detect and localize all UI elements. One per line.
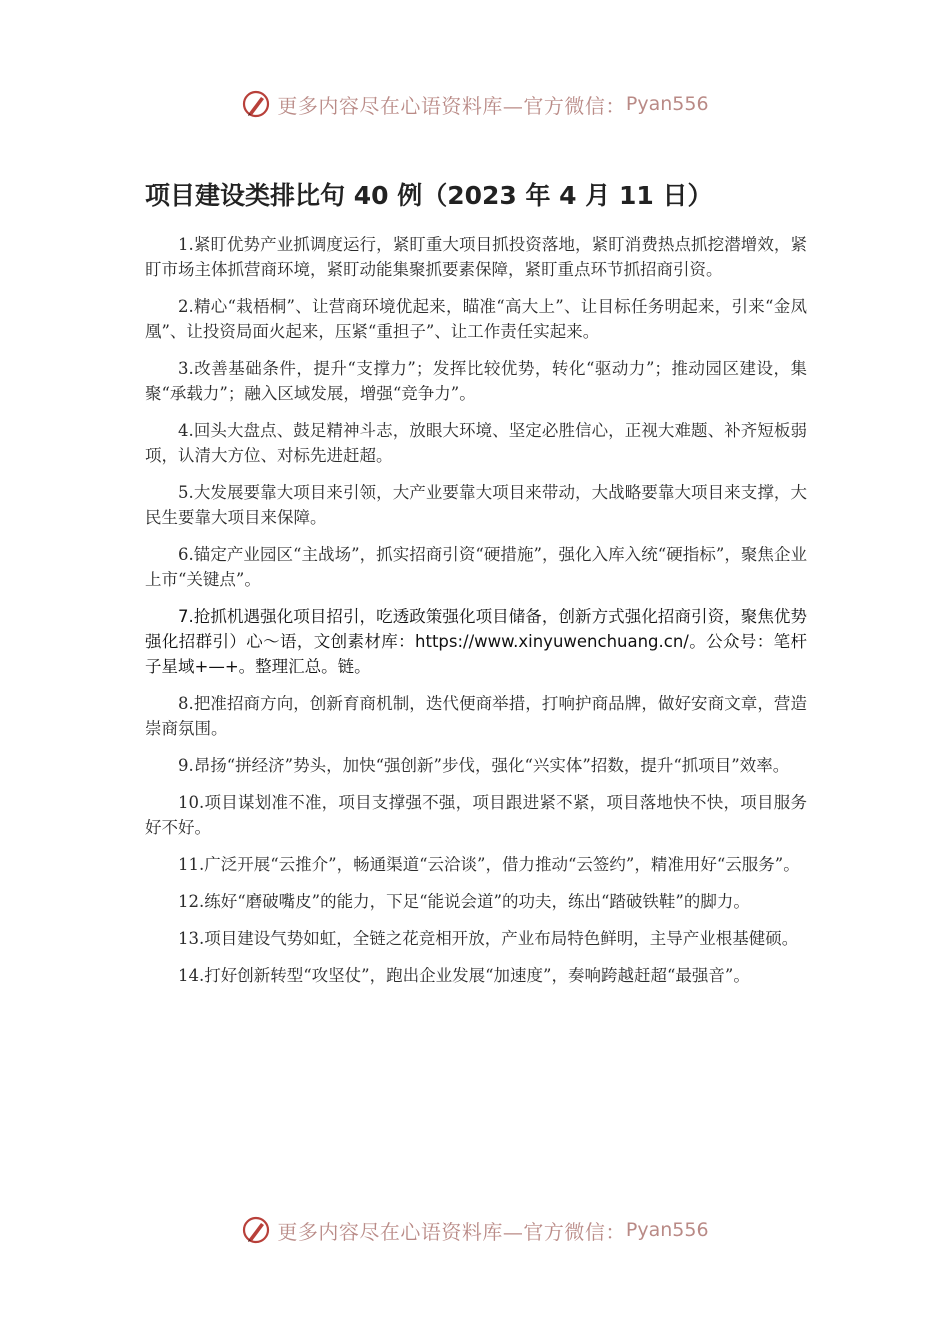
document-body xyxy=(145,232,807,1000)
paragraph-14: 14.打好创新转型“攻坚仗”，跑出企业发展“加速度”，奏响跨越赶超“最强音”。 xyxy=(178,966,750,985)
paragraph-9: 9.昂扬“拼经济”势头，加快“强创新”步伐，强化“兴实体”招数，提升“抓项目”效率。 xyxy=(178,756,790,775)
paragraph-11: 11.广泛开展“云推介”，畅通渠道“云洽谈”，借力推动“云签约”，精准用好“云服务”。 xyxy=(178,855,800,874)
paragraph-6: 6.锚定产业园区“主战场”，抓实招商引资“硬措施”，强化入库入统“硬指标”，聚焦企业上市“关键点”。 xyxy=(145,545,807,589)
paragraph-8: 8.把准招商方向，创新育商机制，迭代便商举措，打响护商品牌，做好安商文章，营造崇商氛围。 xyxy=(145,694,807,738)
paragraph-13: 13.项目建设气势如虹，全链之花竞相开放，产业布局特色鲜明，主导产业根基健硕。 xyxy=(178,929,799,948)
pen-logo-icon xyxy=(241,89,271,119)
banner-text: 更多内容尽在心语资料库—官方微信： xyxy=(277,93,626,118)
page-title: 项目建设类排比句 40 例（2023 年 4 月 11 日） xyxy=(145,181,713,210)
paragraph-2: 2.精心“栽梧桐”、让营商环境优起来，瞄准“高大上”、让目标任务明起来，引来“金凤凰”、让投资局面火起来，压紧“重担子”、让工作责任实起来。 xyxy=(145,297,807,341)
paragraph-1: 1.紧盯优势产业抓调度运行，紧盯重大项目抓投资落地，紧盯消费热点抓挖潜增效，紧盯市场主体抓营商环境，紧盯动能集聚抓要素保障，紧盯重点环节抓招商引资。 xyxy=(145,235,807,279)
banner-text: 更多内容尽在心语资料库—官方微信： xyxy=(277,1219,626,1244)
paragraph-12: 12.练好“磨破嘴皮”的能力，下足“能说会道”的功夫，练出“踏破铁鞋”的脚力。 xyxy=(178,892,750,911)
paragraph-10: 10.项目谋划准不准，项目支撑强不强，项目跟进紧不紧，项目落地快不快，项目服务好不好。 xyxy=(145,793,807,837)
banner-wechat-id: Pyan556 xyxy=(625,93,709,115)
paragraph-5: 5.大发展要靠大项目来引领，大产业要靠大项目来带动，大战略要靠大项目来支撑，大民生要靠大项目来保障。 xyxy=(145,483,807,527)
header-banner xyxy=(0,84,950,124)
paragraph-3: 3.改善基础条件，提升“支撑力”；发挥比较优势，转化“驱动力”；推动园区建设，集聚“承载力”；融入区域发展，增强“竞争力”。 xyxy=(145,359,807,403)
pen-logo-icon xyxy=(241,1215,271,1245)
footer-banner xyxy=(0,1210,950,1250)
paragraph-4: 4.回头大盘点、鼓足精神斗志，放眼大环境、坚定必胜信心，正视大难题、补齐短板弱项，认清大方位、对标先进赶超。 xyxy=(145,421,807,465)
banner-wechat-id: Pyan556 xyxy=(625,1219,709,1241)
paragraph-7: 7.抢抓机遇强化项目招引，吃透政策强化项目储备，创新方式强化招商引资，聚焦优势强化招群引）心～语，文创素材库：https://www.xinyuwenchuang.cn/。公众号：笔杆子星域+—+。整理汇总。链。 xyxy=(145,607,807,676)
